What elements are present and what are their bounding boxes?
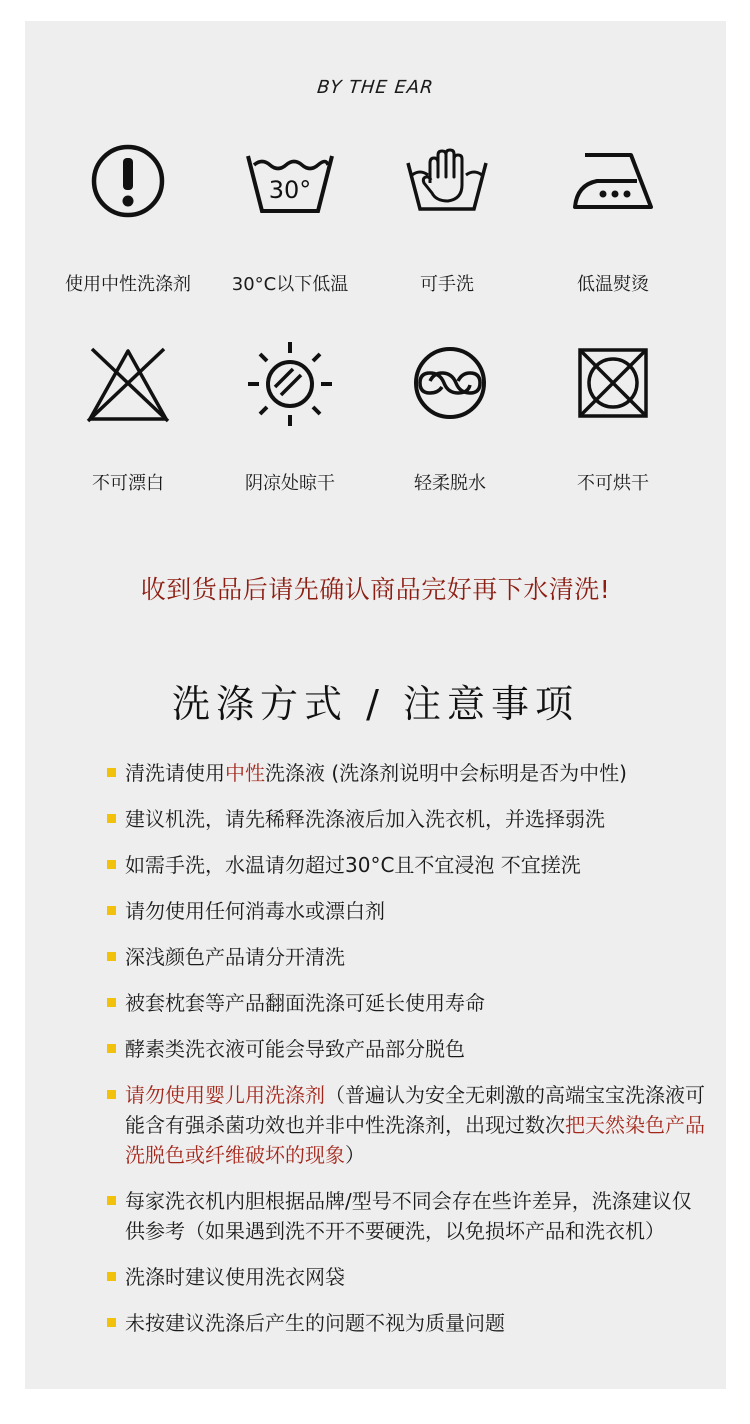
highlight-text: 请勿使用婴儿用洗涤剂	[125, 1083, 325, 1107]
section-title: 洗涤方式 / 注意事项	[172, 682, 579, 726]
icon-label: 不可漂白	[92, 473, 164, 494]
hand-wash-icon	[402, 141, 492, 221]
iron-low-temp-icon	[565, 141, 661, 221]
brand-logo: BY THE EAR	[316, 77, 435, 98]
bullet-square	[107, 1318, 116, 1327]
icon-cell-neutral-detergent	[43, 141, 213, 301]
bullet-square	[107, 768, 116, 777]
bullet-square	[107, 906, 116, 915]
list-item: 未按建议洗涤后产生的问题不视为质量问题	[107, 1308, 707, 1338]
highlight-text: 把天然染色产品洗脱色或纤维破坏的现象	[125, 1113, 705, 1167]
icon-label: 不可烘干	[577, 473, 649, 494]
icon-cell-no-tumble-dry	[528, 343, 698, 503]
icon-cell-low-temp-wash	[205, 141, 375, 301]
icon-label: 轻柔脱水	[414, 473, 486, 494]
list-item: 请勿使用婴儿用洗涤剂（普遍认为安全无刺激的高端宝宝洗涤液可能含有强杀菌功效也并非中性洗涤剂，出现过数次把天然染色产品洗脱色或纤维破坏的现象）	[107, 1080, 707, 1170]
list-item: 被套枕套等产品翻面洗涤可延长使用寿命	[107, 988, 707, 1018]
icon-cell-low-iron	[528, 141, 698, 301]
list-item: 酵素类洗衣液可能会导致产品部分脱色	[107, 1034, 707, 1064]
bullet-square	[107, 952, 116, 961]
icon-label: 阴凉处晾干	[245, 473, 335, 494]
wash-tub-30-icon	[240, 141, 340, 221]
icon-label: 30°C以下低温	[231, 274, 349, 295]
icon-cell-no-bleach	[43, 343, 213, 503]
care-instructions-list	[107, 758, 707, 1338]
icon-label: 可手洗	[420, 274, 474, 295]
bullet-square	[107, 814, 116, 823]
no-tumble-dry-icon	[573, 343, 653, 423]
bullet-square	[107, 1196, 116, 1205]
list-item: 清洗请使用中性洗涤液 (洗涤剂说明中会标明是否为中性)	[107, 758, 707, 788]
list-item: 深浅颜色产品请分开清洗	[107, 942, 707, 972]
bullet-square	[107, 860, 116, 869]
exclamation-circle-icon	[88, 141, 168, 221]
highlight-text: 中性	[225, 761, 265, 785]
list-item: 每家洗衣机内胆根据品牌/型号不同会存在些许差异，洗涤建议仅供参考（如果遇到洗不开不要硬洗，以免损坏产品和洗衣机）	[107, 1186, 707, 1246]
icon-label: 低温熨烫	[577, 274, 649, 295]
list-item: 请勿使用任何消毒水或漂白剂	[107, 896, 707, 926]
bullet-square	[107, 1272, 116, 1281]
wash-temperature-text: 30°	[268, 176, 312, 204]
bullet-square	[107, 1090, 116, 1099]
icon-label: 使用中性洗涤剂	[65, 274, 191, 295]
list-item: 如需手洗，水温请勿超过30°C且不宜浸泡 不宜搓洗	[107, 850, 707, 880]
gentle-spin-icon	[410, 343, 490, 423]
bullet-square	[107, 998, 116, 1007]
care-card	[25, 21, 726, 1389]
list-item: 洗涤时建议使用洗衣网袋	[107, 1262, 707, 1292]
shade-dry-icon	[245, 339, 335, 429]
no-bleach-icon	[78, 343, 178, 423]
icon-cell-gentle-spin	[365, 343, 535, 503]
icon-cell-shade-dry	[205, 343, 375, 503]
icon-cell-hand-wash	[362, 141, 532, 301]
check-before-wash-notice: 收到货品后请先确认商品完好再下水清洗!	[140, 575, 611, 604]
bullet-square	[107, 1044, 116, 1053]
list-item: 建议机洗，请先稀释洗涤液后加入洗衣机，并选择弱洗	[107, 804, 707, 834]
